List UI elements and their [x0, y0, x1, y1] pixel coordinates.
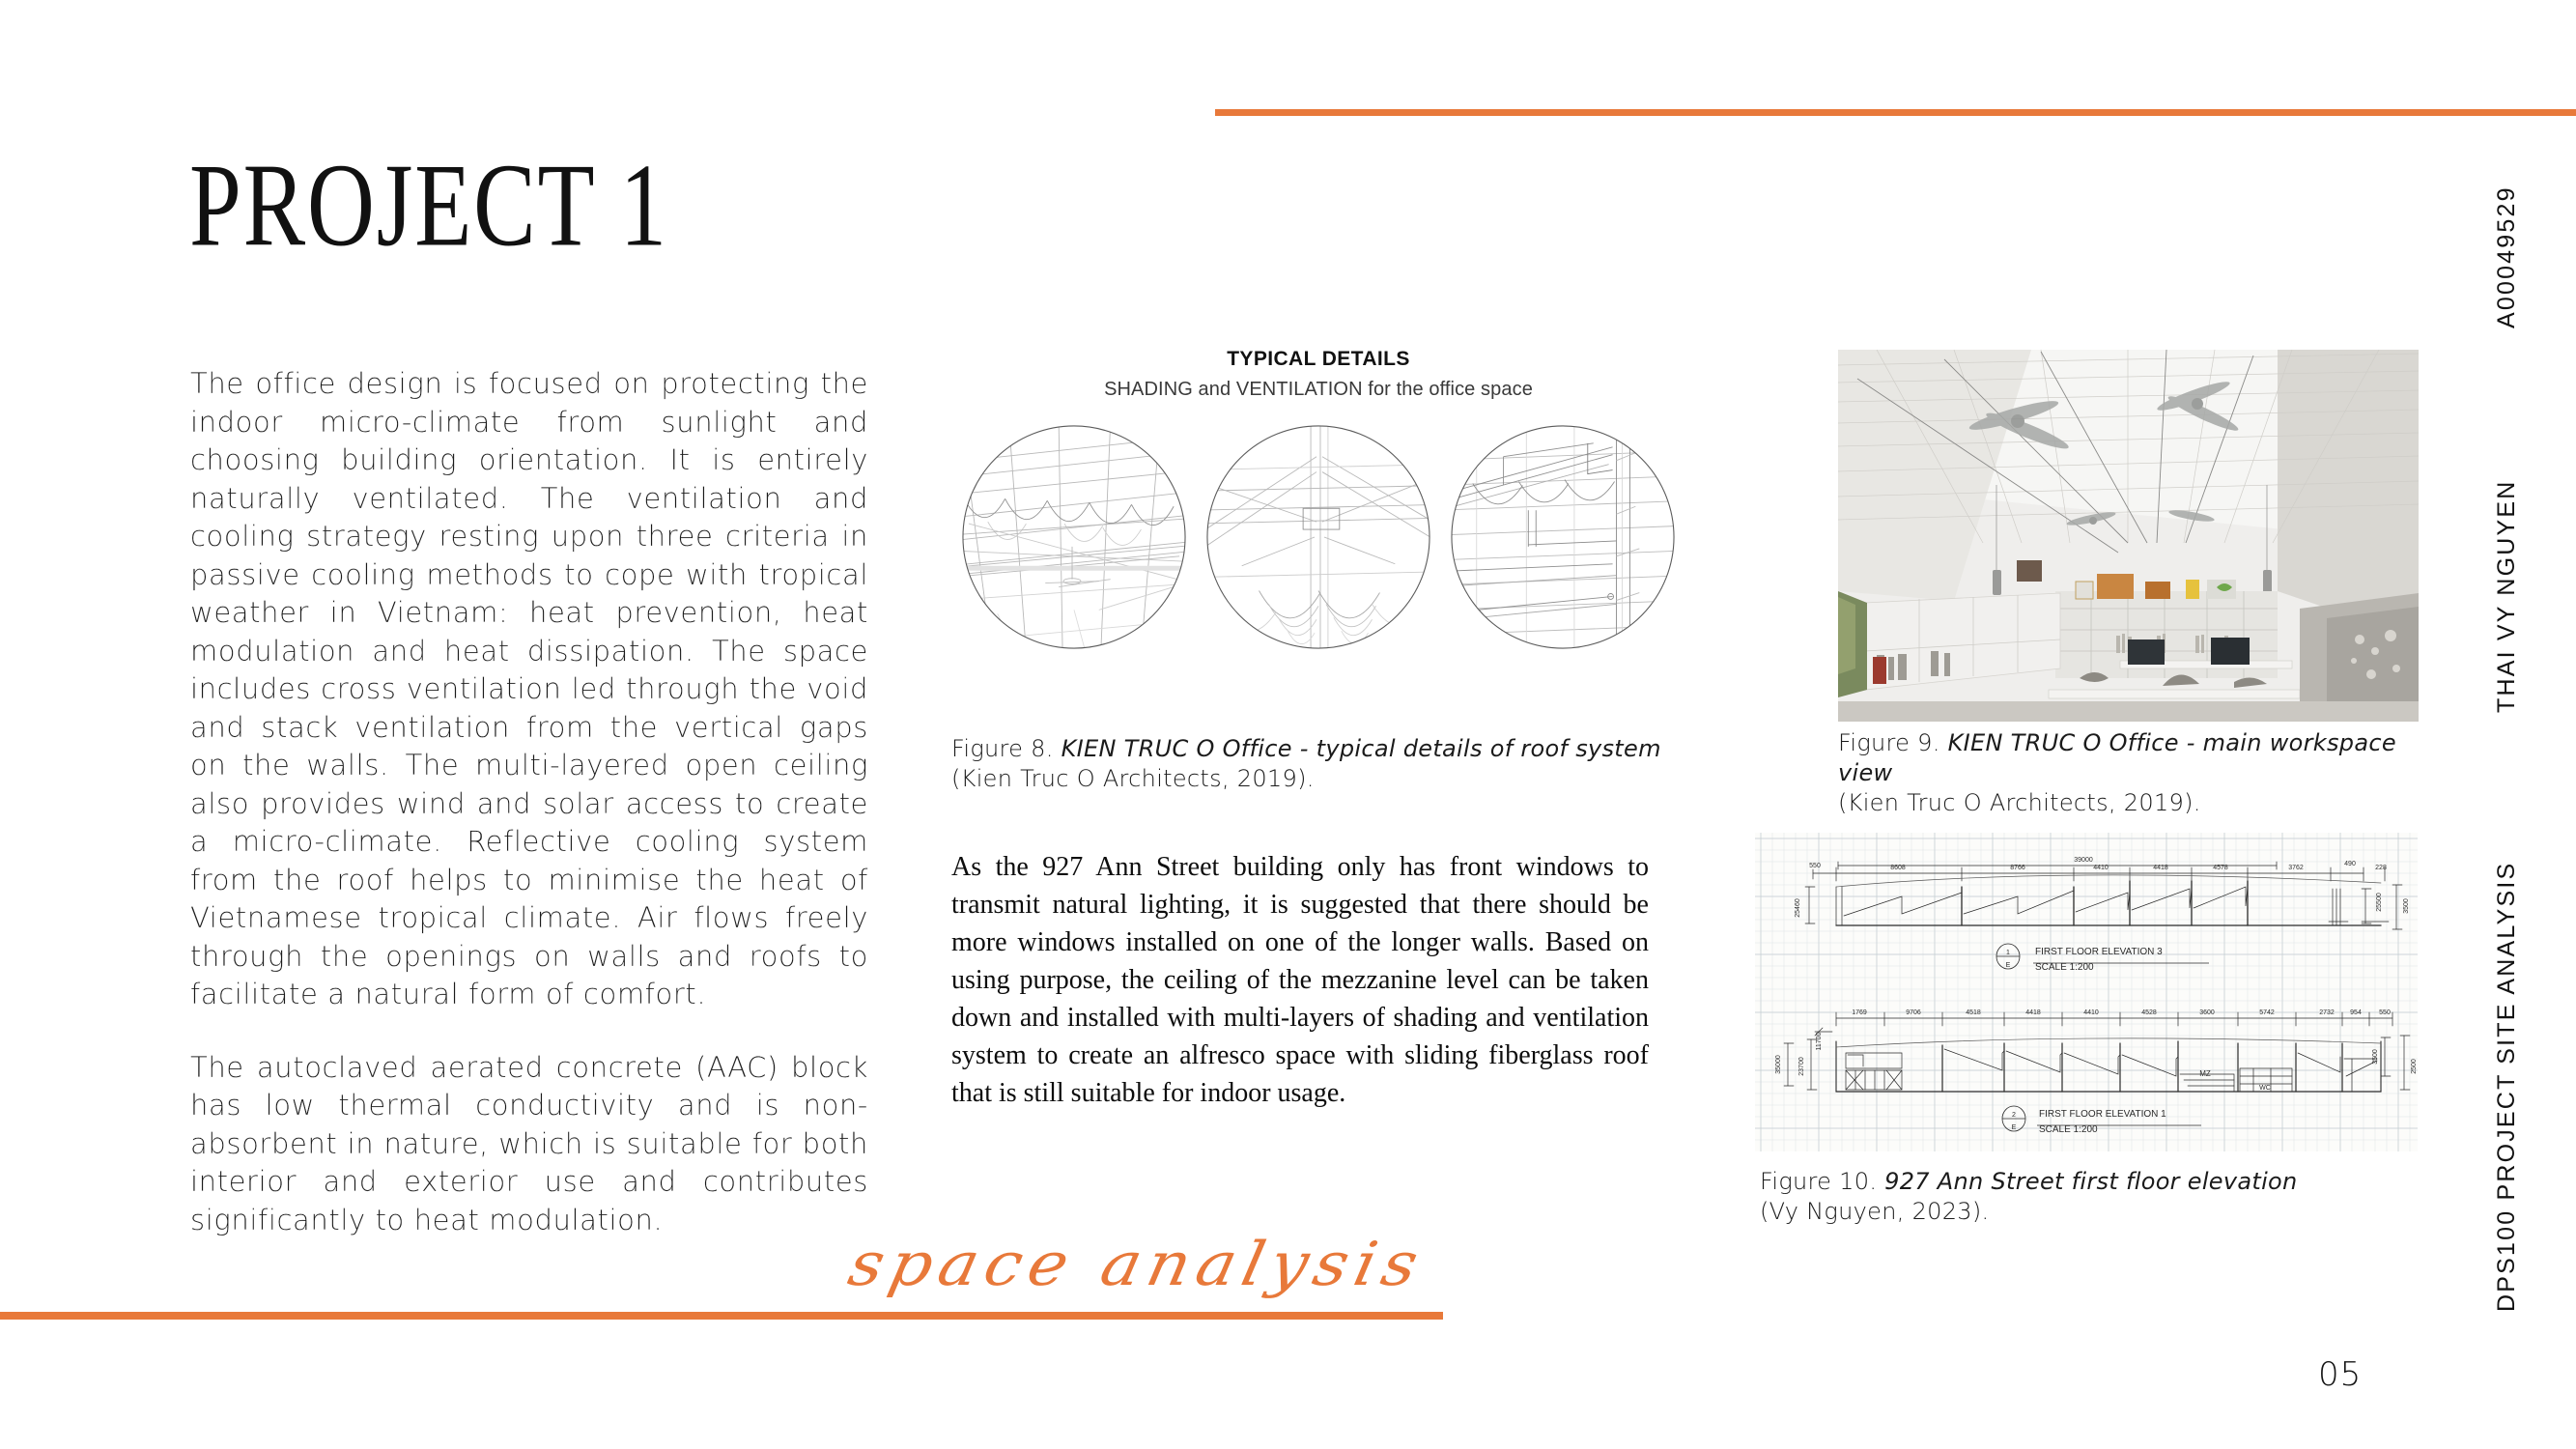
diagram-heading — [951, 348, 1685, 401]
student-id-label: A00049529 — [2493, 185, 2520, 328]
svg-text:E: E — [2011, 1124, 2017, 1131]
figure-8-title: KIEN TRUC O Office - typical details of roof system — [1061, 735, 1661, 762]
top-accent-rule — [1215, 109, 2576, 116]
svg-text:2732: 2732 — [2319, 1009, 2335, 1016]
center-analysis-paragraph — [951, 848, 1649, 1112]
first-floor-elevation-drawing — [1755, 833, 2418, 1151]
svg-text:3600: 3600 — [2199, 1009, 2215, 1016]
svg-text:4410: 4410 — [2083, 1009, 2099, 1016]
svg-text:35000: 35000 — [1775, 1055, 1782, 1074]
svg-text:550: 550 — [1809, 863, 1821, 869]
figure-9-title: KIEN TRUC O Office - main workspace view — [1838, 729, 2396, 786]
svg-text:3762: 3762 — [2288, 865, 2304, 871]
elevation-1-scale: SCALE 1:200 — [2039, 1124, 2098, 1135]
diagram-subtitle: SHADING and VENTILATION for the office space — [1104, 379, 1533, 400]
left-paragraph-2: The autoclaved aerated concrete (AAC) block has low thermal conductivity and is non-absorbent in nature, which is suitable for both interior and exterior use and contributes significantly to heat modulation. — [190, 1050, 868, 1236]
roof-detail-circle-3 — [1448, 422, 1678, 652]
figure-9-label: Figure 9. — [1838, 729, 1948, 756]
svg-text:3500: 3500 — [2403, 898, 2410, 914]
diagram-title: TYPICAL DETAILS — [1227, 348, 1410, 370]
typical-detail-circles — [951, 416, 1685, 658]
left-text-column — [190, 365, 868, 1239]
svg-text:4410: 4410 — [2093, 865, 2109, 871]
svg-text:23700: 23700 — [1798, 1057, 1805, 1076]
svg-text:490: 490 — [2344, 861, 2356, 867]
bottom-accent-rule — [0, 1312, 1443, 1320]
svg-text:4578: 4578 — [2213, 865, 2228, 871]
figure-8-source: (Kien Truc O Architects, 2019). — [951, 765, 1315, 792]
svg-text:2: 2 — [2012, 1112, 2016, 1119]
svg-text:550: 550 — [2379, 1009, 2391, 1016]
svg-text:4418: 4418 — [2153, 865, 2168, 871]
figure-8-caption — [951, 734, 1685, 794]
svg-text:954: 954 — [2350, 1009, 2362, 1016]
center-diagram-column — [951, 348, 1685, 658]
room-label-wc: WC — [2259, 1085, 2271, 1092]
svg-text:228: 228 — [2375, 865, 2387, 871]
elevation-1-title: FIRST FLOOR ELEVATION 1 — [2039, 1109, 2166, 1120]
svg-text:5742: 5742 — [2259, 1009, 2275, 1016]
figure-10-caption — [1760, 1167, 2436, 1227]
svg-text:4518: 4518 — [1966, 1009, 1981, 1016]
center-paragraph-text: As the 927 Ann Street building only has front windows to transmit natural lighting, it is suggested that there should be more windows installed on one of the longer walls. Based on using purpose, the ceiling of the mezzanine level can be taken down and installed with multi-layers of shading and ventilation system to create an alfresco space with sliding fiberglass roof that is still suitable for indoor usage. — [951, 852, 1649, 1108]
script-accent-label: space analysis — [842, 1230, 1431, 1300]
svg-text:8608: 8608 — [1890, 865, 1906, 871]
svg-text:4418: 4418 — [2025, 1009, 2041, 1016]
student-name-label: THAI VY NGUYEN — [2493, 479, 2520, 713]
office-interior-photo — [1838, 350, 2419, 722]
svg-text:2500: 2500 — [2411, 1059, 2418, 1074]
svg-text:4528: 4528 — [2141, 1009, 2157, 1016]
figure-9-caption — [1838, 728, 2418, 818]
svg-text:9706: 9706 — [1906, 1009, 1921, 1016]
left-body-text — [190, 365, 868, 1239]
svg-text:3500: 3500 — [2372, 1049, 2379, 1065]
svg-text:1769: 1769 — [1852, 1009, 1867, 1016]
figure-10-label: Figure 10. — [1760, 1168, 1885, 1195]
right-media-column — [1838, 350, 2418, 818]
figure-9-source: (Kien Truc O Architects, 2019). — [1838, 789, 2201, 816]
left-paragraph-1: The office design is focused on protecting the indoor micro-climate from sunlight and choosing building orientation. It is entirely naturally ventilated. The ventilation and cooling strategy resting upon three criteria in passive cooling methods to cope with tropical weather in Vietnam: heat prevention, heat modulation and heat dissipation. The space includes cross ventilation led through the void and stack ventilation from the vertical gaps on the walls. The multi-layered open ceiling also provides wind and solar access to create a micro-climate. Reflective cooling system from the roof helps to minimise the heat of Vietnamese tropical climate. Air flows freely through the openings on walls and roofs to facilitate a natural form of comfort. — [190, 367, 868, 1010]
elevation-3-scale: SCALE 1:200 — [2035, 962, 2094, 973]
figure-8-label: Figure 8. — [951, 735, 1062, 762]
roof-detail-circle-2 — [1203, 422, 1433, 652]
page-title: PROJECT 1 — [189, 139, 668, 271]
room-label-mz: MZ — [2199, 1069, 2211, 1078]
svg-text:E: E — [2005, 962, 2011, 969]
svg-text:39000: 39000 — [2074, 857, 2093, 864]
svg-text:11700: 11700 — [1816, 1032, 1823, 1051]
svg-text:8766: 8766 — [2010, 865, 2025, 871]
roof-detail-circle-1 — [959, 422, 1189, 652]
figure-10-source: (Vy Nguyen, 2023). — [1760, 1198, 1990, 1225]
course-label: DPS100 PROJECT SITE ANALYSIS — [2493, 861, 2520, 1312]
svg-text:25460: 25460 — [1795, 898, 1801, 918]
page-number: 05 — [2318, 1355, 2363, 1394]
elevation-3-title: FIRST FLOOR ELEVATION 3 — [2035, 947, 2163, 957]
svg-text:25500: 25500 — [2376, 893, 2383, 912]
figure-10-title: 927 Ann Street first floor elevation — [1884, 1168, 2298, 1195]
svg-text:1: 1 — [2006, 950, 2010, 956]
